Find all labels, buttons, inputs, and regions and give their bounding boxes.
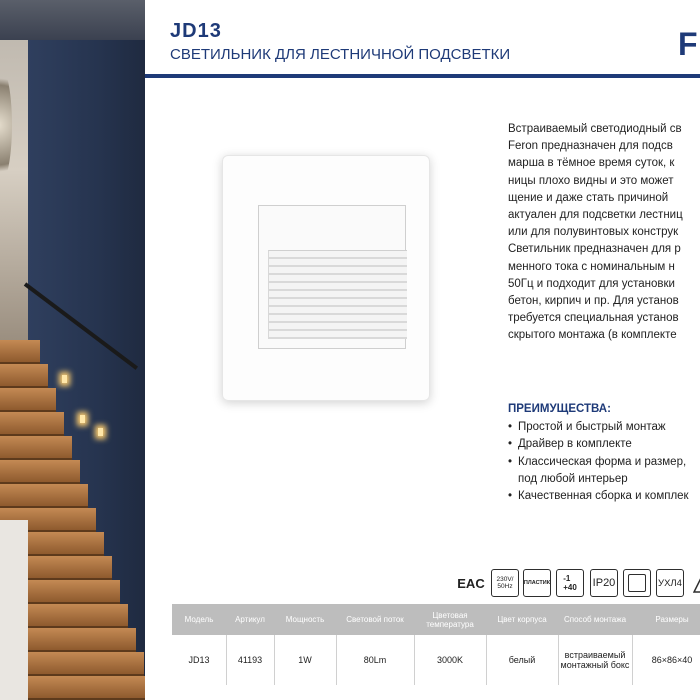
table-divider xyxy=(632,635,633,685)
table-header-cell: Артикул xyxy=(235,615,265,624)
voltage-icon: 230V/ 50Hz xyxy=(491,569,519,597)
stair-light-icon xyxy=(62,375,67,383)
spec-table-header xyxy=(172,604,700,635)
product-code: JD13 xyxy=(170,20,222,42)
climate-icon: УХЛ4 xyxy=(656,569,684,597)
ip-rating-icon: IP20 xyxy=(590,569,618,597)
table-header-cell: Цветовая температура xyxy=(426,610,474,629)
advantage-item xyxy=(508,419,689,436)
bullet-icon: • xyxy=(508,455,513,468)
description-line: скрытого монтажа (в комплекте xyxy=(508,329,677,342)
description-line: или для полувинтовых конструк xyxy=(508,226,679,239)
stair-step xyxy=(0,412,64,436)
stair-light-icon xyxy=(80,415,85,423)
table-cell: 3000K xyxy=(436,655,464,665)
table-cell: JD13 xyxy=(188,655,210,665)
description-line: ницы плохо видны и это может xyxy=(508,174,674,187)
description-line: щение и даже стать причиной xyxy=(508,191,669,204)
table-cell: 86×86×40 xyxy=(651,655,693,665)
table-divider xyxy=(274,635,275,685)
table-divider xyxy=(226,635,227,685)
table-cell: 1W xyxy=(298,655,312,665)
description-line: Feron предназначен для подсв xyxy=(508,140,673,153)
table-divider xyxy=(486,635,487,685)
table-cell: белый xyxy=(508,655,536,665)
description-line: бетон, кирпич и пр. Для установ xyxy=(508,295,679,308)
stair-step xyxy=(0,484,88,508)
table-divider xyxy=(414,635,415,685)
temperature-icon: -1 +40 xyxy=(556,569,584,597)
table-divider xyxy=(336,635,337,685)
description-line: менного тока с номинальным н xyxy=(508,260,675,273)
table-header-cell: Световой поток xyxy=(346,615,404,624)
photo-floor xyxy=(0,520,28,700)
product-inner-frame xyxy=(258,205,406,349)
description-line: требуется специальная установ xyxy=(508,312,679,325)
advantages-list xyxy=(508,419,689,505)
brand-logo: F xyxy=(678,26,698,62)
table-cell: встраиваемый монтажный бокс xyxy=(560,650,630,670)
table-cell: 80Lm xyxy=(363,655,387,665)
table-header-cell: Способ монтажа xyxy=(563,615,627,624)
advantage-text: Классическая форма и размер, xyxy=(518,455,687,468)
table-header-cell: Размеры xyxy=(655,615,689,624)
table-header-cell: Мощность xyxy=(285,615,325,624)
advantage-item xyxy=(508,436,689,453)
warning-triangle-icon xyxy=(689,569,700,597)
stair-step xyxy=(0,340,40,364)
bullet-icon: • xyxy=(508,490,513,503)
advantage-text: Простой и быстрый монтаж xyxy=(518,421,666,433)
advantage-item xyxy=(508,488,689,505)
spec-table-row xyxy=(172,635,700,685)
advantage-text: Качественная сборка и комплек xyxy=(518,490,689,503)
stair-light-icon xyxy=(98,428,103,436)
square-frame-inner xyxy=(628,574,646,592)
staircase-photo xyxy=(0,0,145,700)
description-line: марша в тёмное время суток, к xyxy=(508,157,675,170)
advantage-item xyxy=(508,454,689,471)
table-header-cell: Цвет корпуса xyxy=(497,615,547,624)
photo-ceiling xyxy=(0,0,145,40)
advantages-title: ПРЕИМУЩЕСТВА: xyxy=(508,403,611,415)
header-divider xyxy=(145,74,700,78)
plastic-icon: ПЛАСТИК xyxy=(523,569,551,597)
description-line: 50Гц и подходит для установки xyxy=(508,277,675,290)
description-line: актуален для подсветки лестниц xyxy=(508,209,683,222)
square-frame-icon xyxy=(623,569,651,597)
bullet-icon: • xyxy=(508,438,513,451)
eac-icon: EAC xyxy=(456,569,486,597)
table-divider xyxy=(558,635,559,685)
product-description xyxy=(508,121,700,345)
table-header-cell: Модель xyxy=(184,615,214,624)
description-line: Светильник предназначен для р xyxy=(508,243,681,256)
advantage-text: Драйвер в комплекте xyxy=(518,438,632,451)
product-louver xyxy=(268,250,407,339)
product-image xyxy=(222,155,430,401)
table-cell: 41193 xyxy=(237,655,263,665)
stair-step xyxy=(0,460,80,484)
stair-step xyxy=(0,436,72,460)
advantage-text-continued: под любой интерьер xyxy=(518,472,628,485)
stair-step xyxy=(0,388,56,412)
description-line: Встраиваемый светодиодный св xyxy=(508,123,682,135)
stair-step xyxy=(0,364,48,388)
page-subtitle: СВЕТИЛЬНИК ДЛЯ ЛЕСТНИЧНОЙ ПОДСВЕТКИ xyxy=(170,46,511,63)
bullet-icon: • xyxy=(508,421,513,433)
